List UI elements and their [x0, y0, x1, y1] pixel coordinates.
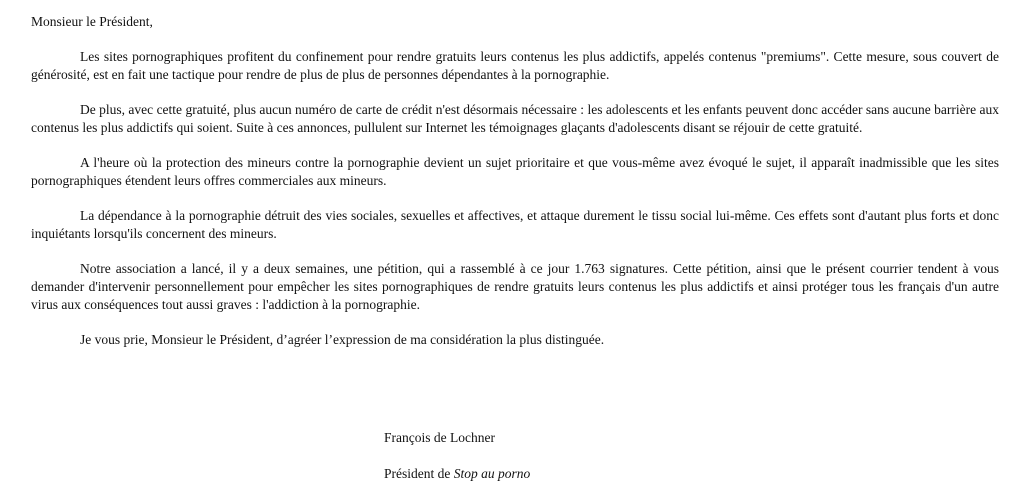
signatory-title [384, 465, 530, 483]
paragraph-protection-mineurs: A l'heure où la protection des mineurs contre la pornographie devient un sujet prioritaire et que vous-même avez évoqué le sujet, il apparaît inadmissible que les sites pornographiques étendent leurs offres commerciales aux mineurs. [31, 155, 999, 188]
salutation: Monsieur le Président, [31, 14, 153, 29]
closing-formula: Je vous prie, Monsieur le Président, d’agréer l’expression de ma considération la plus distinguée. [80, 332, 605, 347]
signatory-title-prefix: Président de [384, 466, 454, 481]
signatory-name: François de Lochner [384, 430, 495, 445]
signature-block [384, 429, 530, 483]
paragraph-dependance: La dépendance à la pornographie détruit des vies sociales, sexuelles et affectives, et attaque durement le tissu social lui-même. Ces effets sont d'autant plus forts et donc inquiétants lorsqu'ils concernent des mineurs. [31, 208, 999, 241]
paragraph-confinement: Les sites pornographiques profitent du confinement pour rendre gratuits leurs contenus les plus addictifs, appelés contenus "premiums". Cette mesure, sous couvert de générosité, est en fait une tactique pour rendre de plus de plus de personnes dépendantes à la pornographie. [31, 49, 999, 82]
paragraph-petition: Notre association a lancé, il y a deux semaines, une pétition, qui a rassemblé à ce jour 1.763 signatures. Cette pétition, ainsi que le présent courrier tendent à vous demander d'intervenir personnellement pour empêcher les sites pornographiques de rendre gratuits leurs contenus les plus addictifs et ainsi protéger tous les français d'un autre virus aux conséquences tout aussi graves : l'addiction à la pornographie. [31, 261, 999, 312]
organization-name: Stop au porno [453, 466, 531, 481]
paragraph-gratuite: De plus, avec cette gratuité, plus aucun numéro de carte de crédit n'est désormais nécessaire : les adolescents et les enfants peuvent donc accéder sans aucune barrière aux contenus les plus addictifs qui soient. Suite à ces annonces, pullulent sur Internet les témoignages glaçants d'adolescents disant se réjouir de cette gratuité. [31, 102, 999, 135]
letter-body [31, 13, 999, 349]
